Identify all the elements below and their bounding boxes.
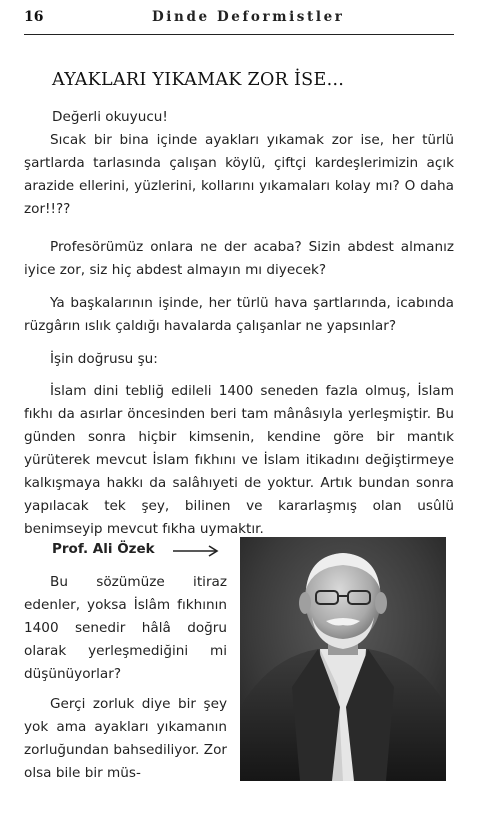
portrait-photo (240, 537, 446, 781)
arrow-right-icon (172, 545, 220, 557)
side-paragraph-2: Gerçi zorluk diye bir şey yok ama ayakları yıkamanın zorluğundan bahsediliyor. Zor olsa bile bir müs- (24, 696, 227, 781)
paragraph-4: İşin doğrusu şu: (50, 351, 158, 367)
portrait-image (240, 537, 446, 781)
photo-caption: Prof. Ali Özek (52, 541, 155, 557)
paragraph-3: Ya başkalarının işinde, her türlü hava şartlarında, icabında rüzgârın ıslık çaldığı havalarda çalışanlar ne yapsınlar? (24, 295, 454, 334)
paragraph-2: Profesörümüz onlara ne der acaba? Sizin abdest almanız iyice zor, siz hiç abdest almayın mı diyecek? (24, 239, 454, 278)
page-number: 16 (24, 9, 44, 25)
paragraph-5: İslam dini tebliğ edileli 1400 seneden fazla olmuş, İslam fıkhı da asırlar öncesinden beri tam mânâsıyla yerleşmiştir. Bu günden sonra hiçbir kimsenin, kendine göre bir mantık yürüterek mevcut İslam fıkhını ve İslam itikadını değiştirmeye kalkışmaya hakkı da salâhıyeti de yoktur. Artık bundan sonra yapılacak tek şey, bilinen ve kararlaşmış olan usûlü benimseyip mevcut fıkha uymaktır. (24, 383, 454, 537)
paragraph-1: Sıcak bir bina içinde ayakları yıkamak zor ise, her türlü şartlarda tarlasında çalışan köylü, çiftçi kardeşlerimizin açık arazide ellerini, yüzlerini, kollarını yıkamaları kolay mı? O daha zor!!?? (24, 132, 454, 217)
greeting-line: Değerli okuyucu! (52, 109, 168, 125)
photo-caption-row (52, 540, 155, 562)
page-header (24, 8, 454, 35)
side-paragraph-1: Bu sözümüze itiraz edenler, yoksa İslâm fıkhının 1400 senedir hâlâ doğru olarak yerleşmediğini mi düşünüyorlar? (24, 574, 227, 682)
section-title: AYAKLARI YIKAMAK ZOR İSE… (52, 70, 345, 90)
running-title: Dinde Deformistler (152, 9, 345, 25)
